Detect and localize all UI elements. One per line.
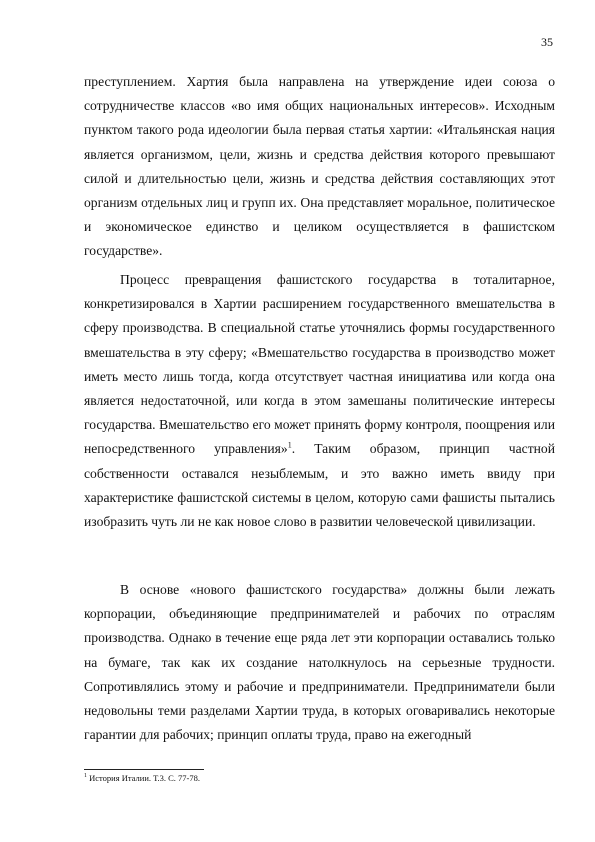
paragraph-continuation	[84, 70, 555, 264]
paragraph-text-part: Процесс превращения фашистского государства в тоталитарное, конкретизировался в Хартии расширением государственного вмешательства в сферу производства. В специальной статье уточнялись формы государственного вмешательства в эту сферу; «Вмешательство государства в производство может иметь место лишь тогда, когда отсутствует частная инициатива или когда она является недостаточной, или когда в этом замешаны политические интересы государства. Вмешательство его может принять форму контроля, поощрения или непосредственного управления»	[84, 272, 555, 457]
footnote-separator	[84, 769, 204, 770]
footnote	[84, 773, 200, 783]
paragraph-text	[84, 268, 555, 534]
footnote-reference: 1	[287, 440, 292, 450]
paragraph-text: преступлением. Хартия была направлена на утверждение идеи союза о сотрудничестве классов «во имя общих национальных интересов». Исходным пунктом такого рода идеологии была первая статья хартии: «Итальянская нация является организмом, цели, жизнь и средства действия которого превышают силой и длительностью цели, жизнь и средства действия составляющих этот организм отдельных лиц и групп их. Она представляет моральное, политическое и экономическое единство и целиком осуществляется в фашистском государстве».	[84, 74, 555, 259]
paragraph-state-transformation	[84, 268, 555, 534]
footnote-mark: 1	[84, 773, 87, 780]
paragraph-corporations	[84, 578, 555, 747]
page-number: 35	[541, 35, 553, 49]
footnote-text: История Италии. Т.3. С. 77-78.	[89, 773, 200, 783]
paragraph-text: В основе «нового фашистского государства» должны были лежать корпорации, объединяющие предпринимателей и рабочих по отраслям производства. Однако в течение еще ряда лет эти корпорации оставались только на бумаге, так как их создание натолкнулось на серьезные трудности. Сопротивлялись этому и рабочие и предприниматели. Предприниматели были недовольны теми разделами Хартии труда, в которых оговаривались некоторые гарантии для рабочих; принцип оплаты труда, право на ежегодный	[84, 582, 555, 743]
paragraph-text-part: . Таким образом, принцип частной собственности оставался незыблемым, и это важно иметь ввиду при характеристике фашистской системы в целом, которую сами фашисты пытались изобразить чуть ли не как новое слово в развитии человеческой цивилизации.	[84, 441, 555, 530]
